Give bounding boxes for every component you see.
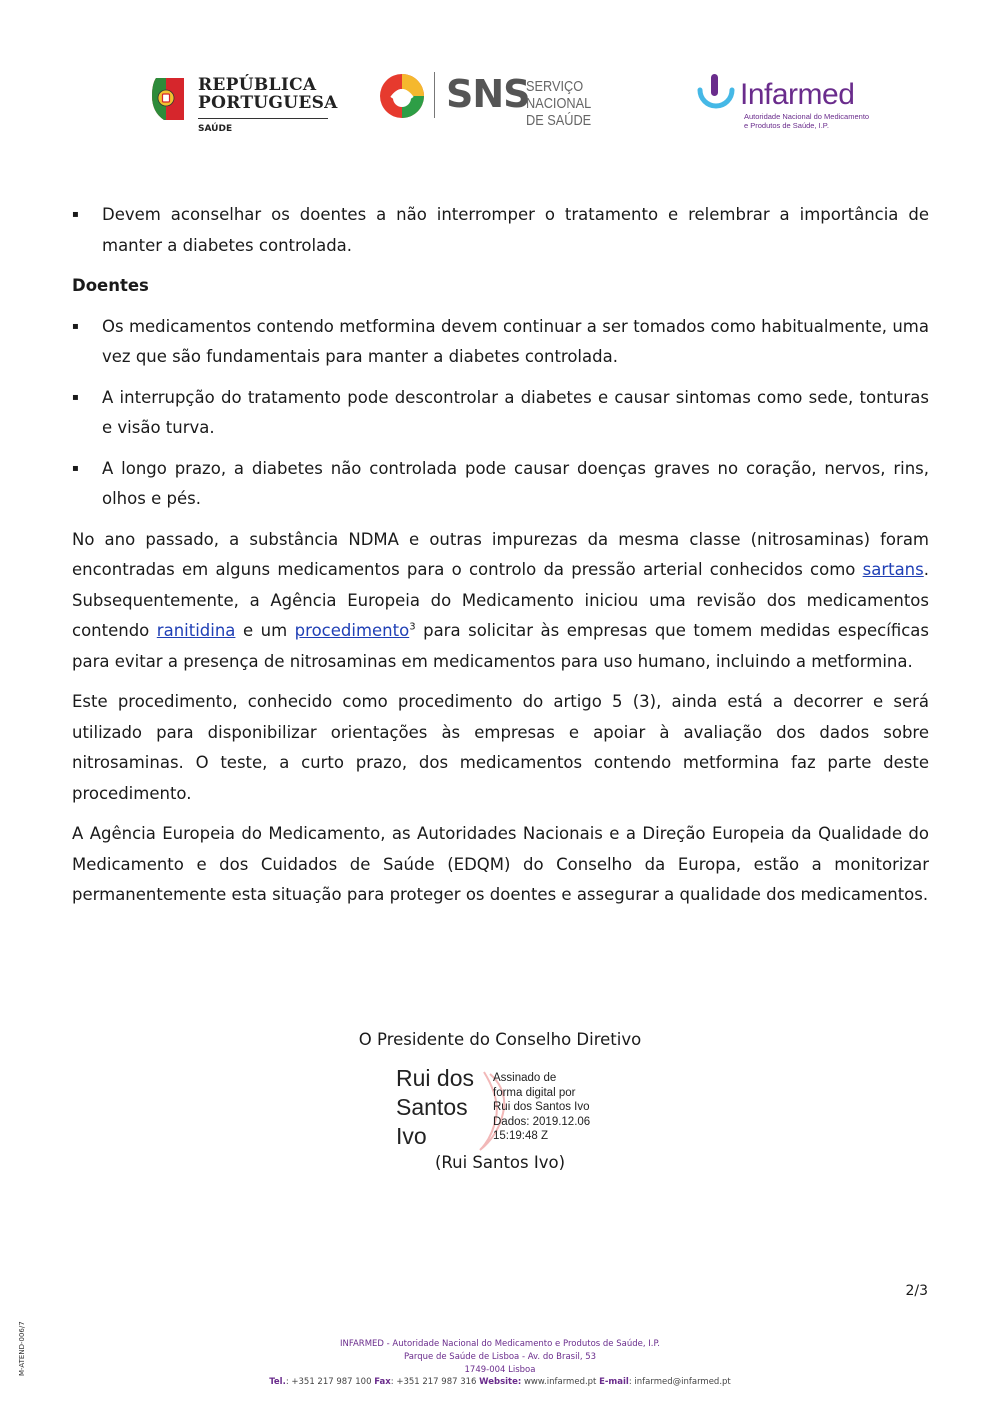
footer-postcode: 1749-004 Lisboa [464, 1364, 536, 1375]
bullet-icon: ▪ [72, 320, 79, 332]
bullet-icon: ▪ [72, 462, 79, 474]
rp-divider [198, 118, 328, 119]
portuguese-flag-icon [150, 76, 186, 122]
infarmed-logo [694, 72, 874, 136]
sns-divider [434, 72, 435, 118]
section-heading: Doentes [72, 276, 149, 295]
link-procedimento[interactable]: procedimento [294, 621, 410, 640]
bullet-icon: ▪ [72, 209, 79, 220]
header-logos [0, 66, 1000, 136]
footer-address: Parque de Saúde de Lisboa - Av. do Brasil, 53 [403, 1351, 597, 1362]
paragraph-monitorizacao: A Agência Europeia do Medicamento, as Autoridades Nacionais e a Direção Europeia da Qualidade do Medicamento e dos Cuidados de Saúde (EDQM) do Conselho da Europa, estão a monitorizar permanentemente esta situação para proteger os doentes e assegurar a qualidade dos medicamentos. [72, 824, 929, 904]
bullet-icon: ▪ [72, 391, 79, 403]
infarmed-name: Infarmed [740, 78, 855, 111]
footer-website[interactable]: www.infarmed.pt [521, 1377, 600, 1388]
signature-name: Rui dos Santos Ivo [396, 1065, 474, 1149]
page-number: 2/3 [905, 1283, 928, 1299]
list-item: ▪ Os medicamentos contendo metformina devem continuar a ser tomados como habitualmente, uma vez que são fundamentais para manter a diabetes controlada. [72, 312, 929, 373]
signatory-title: O Presidente do Conselho Diretivo [358, 1030, 642, 1049]
paragraph-nitrosaminas: No ano passado, a substância NDMA e outras impurezas da mesma classe (nitrosaminas) foram encontradas em alguns medicamentos para o controlo da pressão arterial conhecidos como sartans. Subsequentemente, a Agência Europeia do Medicamento iniciou uma revisão dos medicamentos contendo ranitidina e um procedimento$^3$ para solicitar às empresas que tomem medidas específicas para evitar a presença de nitrosaminas em medicamentos para uso humano, incluindo a metformina. [72, 529, 929, 671]
footer-email[interactable]: : infarmed@infarmed.pt [628, 1377, 731, 1388]
rp-title: REPÚBLICA PORTUGUESA [198, 75, 338, 113]
sns-logo [378, 70, 648, 129]
list-item: ▪ A longo prazo, a diabetes não controlada pode causar doenças graves no coração, nervos, rins, olhos e pés. [72, 454, 929, 515]
infarmed-emblem-icon [694, 72, 738, 116]
link-ranitidina[interactable]: ranitidina [156, 621, 236, 640]
document-body [72, 200, 929, 921]
list-item: ▪ Devem aconselhar os doentes a não interromper o tratamento e relembrar a importância de manter a diabetes controlada. [72, 200, 929, 261]
footer-org: INFARMED - Autoridade Nacional do Medicamento e Produtos de Saúde, I.P. [340, 1339, 660, 1349]
list-item: ▪ A interrupção do tratamento pode descontrolar a diabetes e causar sintomas como sede, tonturas e visão turva. [72, 383, 929, 444]
sns-fullname: SERVIÇO NACIONAL DE SAÚDE [526, 78, 592, 129]
rp-subtitle: SAÚDE [198, 124, 233, 134]
sns-acronym: SNS [446, 72, 530, 116]
link-sartans[interactable]: sartans [862, 560, 924, 579]
signature-metadata: Assinado de forma digital por Rui dos Santos Ivo Dados: 2019.12.06 15:19:48 Z [493, 1072, 591, 1142]
footnote-marker: 3 [409, 621, 416, 633]
sns-emblem-icon [378, 72, 426, 120]
footer-contacts: Tel.: +351 217 987 100 Fax: +351 217 987 316 Website: www.infarmed.pt E-mail: infarmed@infarmed.pt [269, 1377, 731, 1388]
signatory-printed-name: (Rui Santos Ivo) [434, 1153, 566, 1172]
page-footer [0, 1338, 1000, 1389]
digital-signature [396, 1064, 616, 1154]
paragraph-procedimento: Este procedimento, conhecido como procedimento do artigo 5 (3), ainda está a decorrer e será utilizado para disponibilizar orientações às empresas e apoiar à avaliação dos dados sobre nitrosaminas. O teste, a curto prazo, dos medicamentos contendo metformina faz parte deste procedimento. [72, 692, 929, 803]
document-code: M-ATEND-006/7 [18, 1321, 26, 1376]
infarmed-subtitle: Autoridade Nacional do Medicamento e Produtos de Saúde, I.P. [744, 112, 870, 130]
republica-portuguesa-logo [150, 72, 338, 136]
